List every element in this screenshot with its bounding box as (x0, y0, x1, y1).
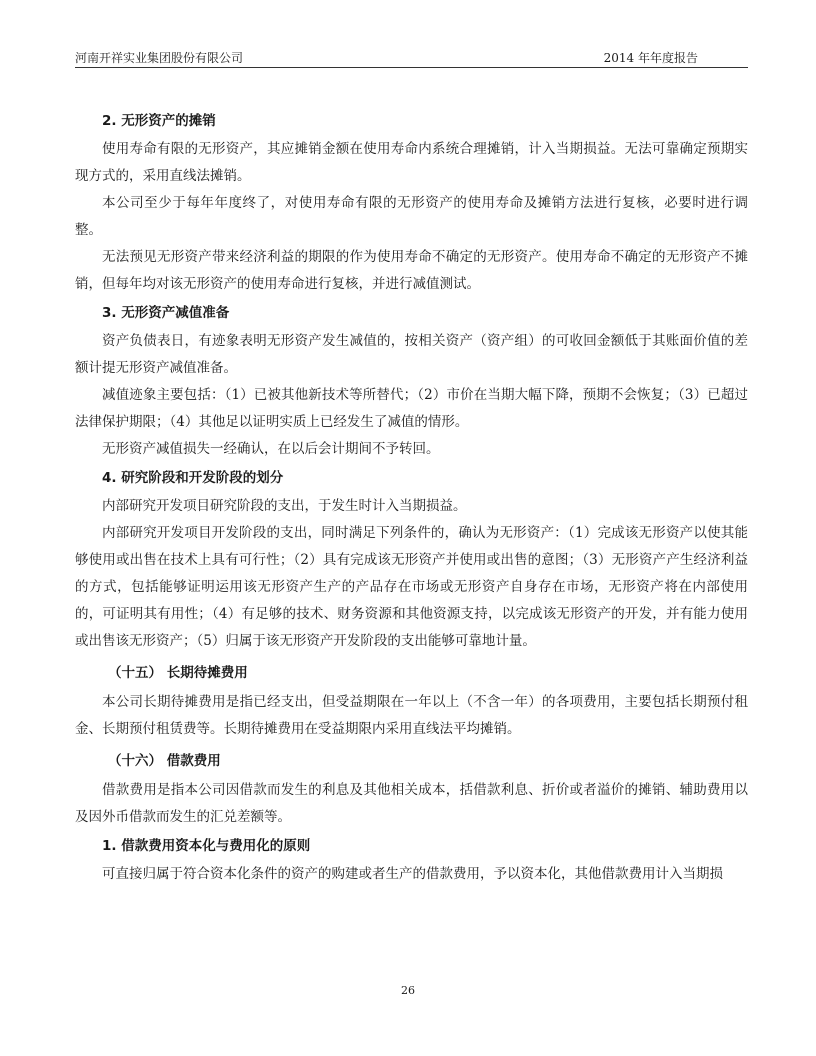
section-heading-long-term-prepaid: （十五） 长期待摊费用 (108, 665, 248, 681)
paragraph: 资产负债表日，有迹象表明无形资产发生减值的，按相关资产（资产组）的可收回金额低于其账面价值的差额计提无形资产减值准备。 (75, 333, 748, 376)
header-company-name: 河南开祥实业集团股份有限公司 (75, 51, 244, 65)
paragraph: 可直接归属于符合资本化条件的资产的购建或者生产的借款费用，予以资本化，其他借款费用计入当期损 (102, 866, 723, 882)
paragraph: 本公司至少于每年年度终了，对使用寿命有限的无形资产的使用寿命及摊销方法进行复核，必要时进行调整。 (75, 195, 748, 238)
header-report-title: 2014 年年度报告 (603, 51, 698, 65)
subheading-research-development: 4. 研究阶段和开发阶段的划分 (102, 470, 284, 486)
page-header (75, 50, 748, 66)
document-body (75, 106, 748, 888)
paragraph: 借款费用是指本公司因借款而发生的利息及其他相关成本，括借款利息、折价或者溢价的摊销、辅助费用以及因外币借款而发生的汇兑差额等。 (75, 782, 748, 825)
paragraph: 无法预见无形资产带来经济利益的期限的作为使用寿命不确定的无形资产。使用寿命不确定的无形资产不摊销，但每年均对该无形资产的使用寿命进行复核，并进行减值测试。 (75, 249, 748, 292)
paragraph: 内部研究开发项目研究阶段的支出，于发生时计入当期损益。 (102, 498, 467, 514)
paragraph: 使用寿命有限的无形资产，其应摊销金额在使用寿命内系统合理摊销，计入当期损益。无法可靠确定预期实现方式的，采用直线法摊销。 (75, 141, 748, 184)
header-divider (75, 67, 748, 68)
subheading-intangible-impairment: 3. 无形资产减值准备 (102, 305, 230, 321)
paragraph: 减值迹象主要包括：（1）已被其他新技术等所替代；（2）市价在当期大幅下降，预期不会恢复；（3）已超过法律保护期限；（4）其他足以证明实质上已经发生了减值的情形。 (75, 387, 748, 430)
subheading-intangible-amortization: 2. 无形资产的摊销 (102, 113, 216, 129)
paragraph: 本公司长期待摊费用是指已经支出，但受益期限在一年以上（不含一年）的各项费用，主要包括长期预付租金、长期预付租赁费等。长期待摊费用在受益期限内采用直线法平均摊销。 (75, 694, 748, 737)
section-heading-borrowing-costs: （十六） 借款费用 (108, 753, 221, 769)
subheading-capitalization-principle: 1. 借款费用资本化与费用化的原则 (102, 838, 311, 854)
page-number: 26 (401, 984, 415, 997)
paragraph: 无形资产减值损失一经确认，在以后会计期间不予转回。 (102, 441, 440, 457)
paragraph: 内部研究开发项目开发阶段的支出，同时满足下列条件的，确认为无形资产：（1）完成该无形资产以使其能够使用或出售在技术上具有可行性；（2）具有完成该无形资产并使用或出售的意图；（3）无形资产产生经济利益的方式，包括能够证明运用该无形资产生产的产品存在市场或无形资产自身存在市场，无形资产将在内部使用的，可证明其有用性；（4）有足够的技术、财务资源和其他资源支持，以完成该无形资产的开发，并有能力使用或出售该无形资产；（5）归属于该无形资产开发阶段的支出能够可靠地计量。 (75, 525, 748, 649)
